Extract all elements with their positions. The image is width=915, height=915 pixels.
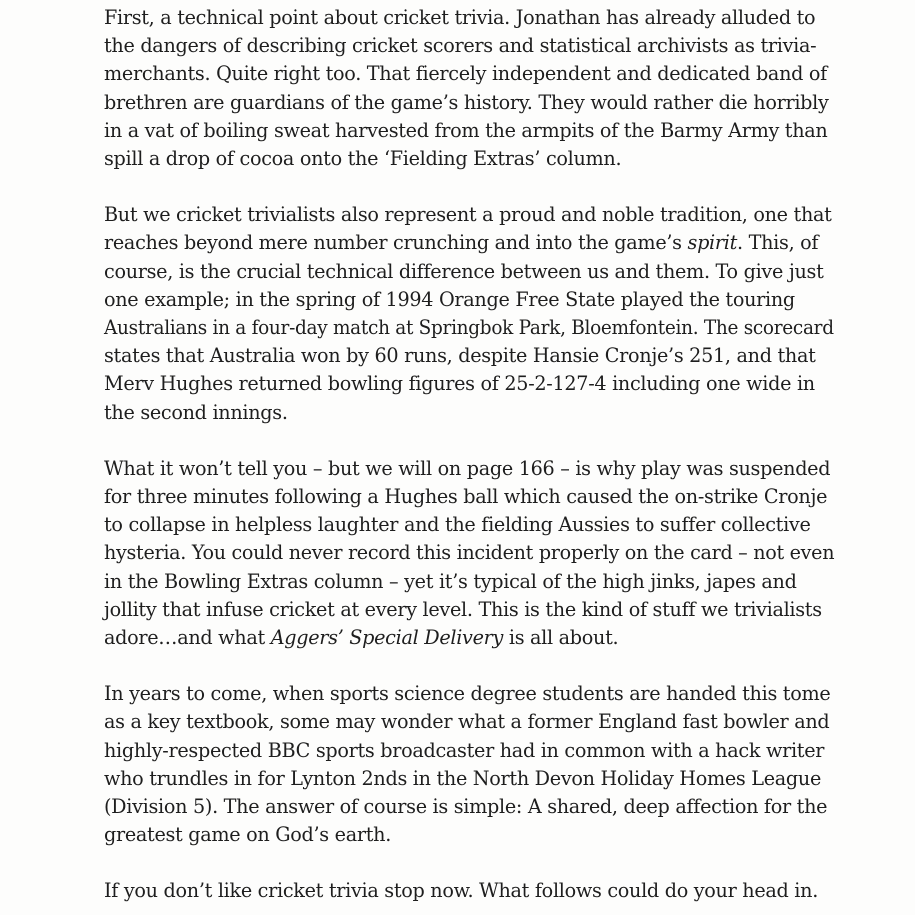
line: Merv Hughes returned bowling figures of 25-2-127-4 including one wide in (104, 372, 815, 396)
line: adore…and what Aggers’ Special Delivery is all about. (104, 626, 619, 650)
paragraph-1 (104, 4, 834, 173)
line: states that Australia won by 60 runs, despite Hansie Cronje’s 251, and that (104, 344, 816, 368)
line: highly-respected BBC sports broadcaster had in common with a hack writer (104, 738, 825, 762)
paragraph-4 (104, 680, 834, 849)
italic-book-title: Aggers’ Special Delivery (270, 626, 504, 650)
body-text (104, 4, 834, 915)
line: But we cricket trivialists also represent a proud and noble tradition, one that (104, 203, 832, 227)
line: the dangers of describing cricket scorers and statistical archivists as trivia- (104, 34, 817, 58)
paragraph-2 (104, 201, 834, 427)
line: to collapse in helpless laughter and the fielding Aussies to suffer collective (104, 513, 811, 537)
line: reaches beyond mere number crunching and into the game’s spirit. This, of (104, 231, 819, 255)
line: course, is the crucial technical difference between us and them. To give just (104, 259, 824, 283)
line: spill a drop of cocoa onto the ‘Fielding Extras’ column. (104, 147, 622, 171)
italic-spirit: spirit (687, 231, 738, 255)
line: who trundles in for Lynton 2nds in the North Devon Holiday Homes League (104, 766, 821, 790)
line: as a key textbook, some may wonder what a former England fast bowler and (104, 710, 830, 734)
line: in the Bowling Extras column – yet it’s typical of the high jinks, japes and (104, 569, 797, 593)
line: greatest game on God’s earth. (104, 823, 391, 847)
line: in a vat of boiling sweat harvested from the armpits of the Barmy Army than (104, 118, 828, 142)
line: merchants. Quite right too. That fiercely independent and dedicated band of (104, 62, 827, 86)
line: for three minutes following a Hughes ball which caused the on-strike Cronje (104, 485, 828, 509)
line: jollity that infuse cricket at every level. This is the kind of stuff we trivialists (104, 597, 822, 621)
line: brethren are guardians of the game’s history. They would rather die horribly (104, 90, 829, 114)
line: (Division 5). The answer of course is simple: A shared, deep affection for the (104, 795, 828, 819)
line: If you don’t like cricket trivia stop now. What follows could do your head in. (104, 879, 818, 903)
line: Australians in a four-day match at Springbok Park, Bloemfontein. The scorecard (104, 316, 834, 340)
line: What it won’t tell you – but we will on page 166 – is why play was suspended (104, 456, 831, 480)
line: the second innings. (104, 400, 288, 424)
line: one example; in the spring of 1994 Orange Free State played the touring (104, 287, 795, 311)
paragraph-5 (104, 877, 834, 905)
line: hysteria. You could never record this incident properly on the card – not even (104, 541, 835, 565)
line: In years to come, when sports science degree students are handed this tome (104, 682, 831, 706)
paragraph-3 (104, 455, 834, 652)
line: First, a technical point about cricket trivia. Jonathan has already alluded to (104, 6, 816, 29)
